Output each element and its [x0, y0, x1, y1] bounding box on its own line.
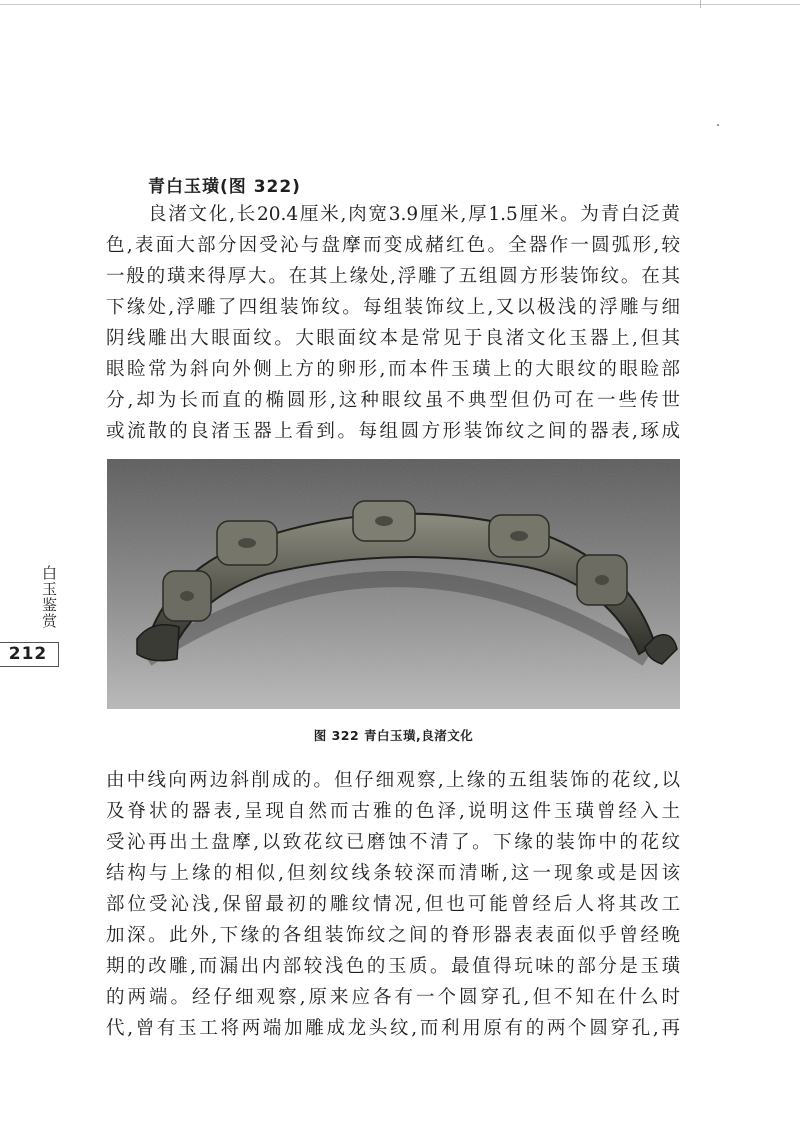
paragraph-line: 一般的璜来得厚大。在其上缘处,浮雕了五组圆方形装饰纹。在其 — [106, 266, 680, 287]
paragraph-line: 良渚文化,长20.4厘米,肉宽3.9厘米,厚1.5厘米。为青白泛黄 — [148, 204, 680, 225]
jade-huang-photo — [107, 459, 680, 709]
paragraph-line: 期的改雕,而漏出内部较浅色的玉质。最值得玩味的部分是玉璜 — [106, 956, 680, 977]
paragraph-line: 由中线向两边斜削成的。但仔细观察,上缘的五组装饰的花纹,以 — [106, 770, 680, 791]
top-rule — [0, 4, 800, 5]
paragraph-line: 代,曾有玉工将两端加雕成龙头纹,而利用原有的两个圆穿孔,再 — [106, 1018, 680, 1039]
page-number-rule-top — [0, 642, 58, 643]
paragraph-1 — [106, 199, 680, 447]
paragraph-line: 或流散的良渚玉器上看到。每组圆方形装饰纹之间的器表,琢成 — [106, 421, 680, 442]
paragraph-line: 的两端。经仔细观察,原来应各有一个圆穿孔,但不知在什么时 — [106, 987, 680, 1008]
sidebar-book-title: 白玉鉴赏 — [40, 565, 58, 629]
paragraph-line: 色,表面大部分因受沁与盘摩而变成赭红色。全器作一圆弧形,较 — [106, 235, 680, 256]
paragraph-line: 阴线雕出大眼面纹。大眼面纹本是常见于良渚文化玉器上,但其 — [106, 328, 680, 349]
paragraph-line: 下缘处,浮雕了四组装饰纹。每组装饰纹上,又以极浅的浮雕与细 — [106, 297, 680, 318]
section-title: 青白玉璜(图 322) — [148, 177, 301, 197]
paragraph-line: 分,却为长而直的椭圆形,这种眼纹虽不典型但仍可在一些传世 — [106, 390, 680, 411]
top-rule-mark — [700, 0, 701, 8]
paragraph-2 — [106, 765, 680, 1044]
paragraph-line: 结构与上缘的相似,但刻纹线条较深而清晰,这一现象或是因该 — [106, 863, 680, 884]
paragraph-line: 及脊状的器表,呈现自然而古雅的色泽,说明这件玉璜曾经入土 — [106, 801, 680, 822]
page-speck — [717, 124, 719, 126]
page-number-rule-side — [58, 642, 59, 667]
figure-caption: 图 322 青白玉璜,良渚文化 — [313, 728, 474, 743]
paragraph-line: 眼睑常为斜向外侧上方的卵形,而本件玉璜上的大眼纹的眼睑部 — [106, 359, 680, 380]
paragraph-line: 部位受沁浅,保留最初的雕纹情况,但也可能曾经后人将其改工 — [106, 894, 680, 915]
page-number-rule-bottom — [0, 666, 58, 667]
paragraph-line: 受沁再出土盘摩,以致花纹已磨蚀不清了。下缘的装饰中的花纹 — [106, 832, 680, 853]
page-number: 212 — [8, 644, 48, 664]
paragraph-line: 加深。此外,下缘的各组装饰纹之间的脊形器表表面似乎曾经晚 — [106, 925, 680, 946]
